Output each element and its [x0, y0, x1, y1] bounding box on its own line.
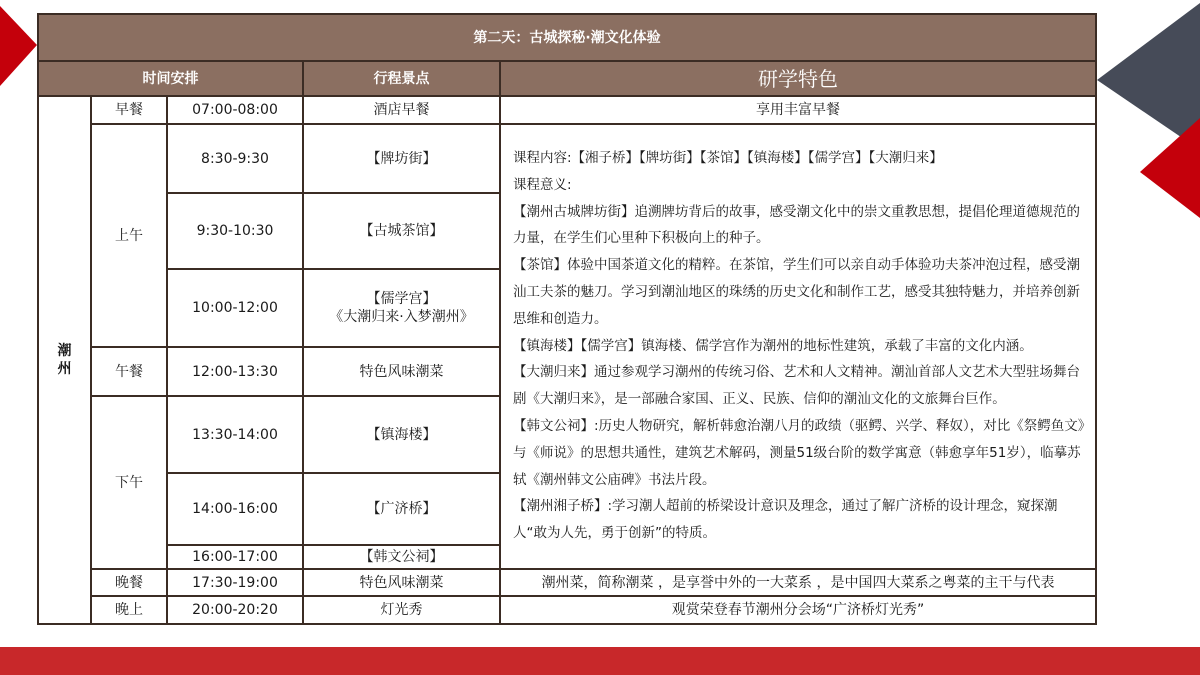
time-cell: 9:30-10:30	[167, 193, 303, 269]
course-line: 【镇海楼】【儒学宫】镇海楼、儒学宫作为潮州的地标性建筑，承载了丰富的文化内涵。	[513, 337, 1033, 354]
city-char: 州	[57, 361, 72, 377]
spot-cell: 特色风味潮菜	[303, 347, 500, 396]
right-gray-triangle	[1097, 3, 1200, 150]
city-cell	[38, 96, 91, 624]
table-row	[38, 96, 1096, 124]
course-line: 【茶馆】体验中国茶道文化的精粹。在茶馆，学生们可以亲自动手体验功夫茶冲泡过程，感受潮汕工夫茶的魅刀。学习到潮汕地区的珠绣的历史文化和制作工艺，感受其独特魅力，并培养创新思维和创造力。	[513, 257, 1080, 327]
spot-cell: 【镇海楼】	[303, 396, 500, 473]
time-cell: 17:30-19:00	[167, 569, 303, 596]
period-cell: 上午	[91, 124, 167, 347]
header-time: 时间安排	[38, 61, 303, 96]
time-cell: 16:00-17:00	[167, 545, 303, 569]
course-line: 【韩文公祠】:历史人物研究，解析韩愈治潮八月的政绩（驱鳄、兴学、释奴），对比《祭鳄鱼文》与《师说》的思想共通性，建筑艺术解码，测量51级台阶的数学寓意（韩愈享年51岁），临摹苏轼《潮州韩文公庙碑》书法片段。	[513, 417, 1085, 488]
course-line: 课程意义:	[513, 176, 572, 193]
spot-cell: 【广济桥】	[303, 473, 500, 545]
bottom-red-band	[0, 647, 1200, 675]
header-spot: 行程景点	[303, 61, 500, 96]
feature-cell: 观赏荣登春节潮州分会场“广济桥灯光秀”	[500, 596, 1096, 624]
period-cell: 晚餐	[91, 569, 167, 596]
spot-cell: 【古城茶馆】	[303, 193, 500, 269]
time-cell: 07:00-08:00	[167, 96, 303, 124]
table-title: 第二天：古城探秘·潮文化体验	[38, 14, 1096, 61]
city-char: 潮	[57, 343, 72, 359]
feature-cell: 潮州菜，简称潮菜 ，是享誉中外的一大菜系 ，是中国四大菜系之粤菜的主干与代表	[500, 569, 1096, 596]
period-cell: 早餐	[91, 96, 167, 124]
itinerary-table	[37, 13, 1097, 625]
spot-line: 【儒学宫】	[366, 291, 437, 307]
spot-cell: 【韩文公祠】	[303, 545, 500, 569]
time-cell: 13:30-14:00	[167, 396, 303, 473]
spot-cell: 【牌坊街】	[303, 124, 500, 193]
right-red-triangle	[1140, 118, 1200, 218]
course-line: 【潮州古城牌坊街】追溯牌坊背后的故事，感受潮文化中的崇文重教思想，提倡伦理道德规范的力量，在学生们心里种下积极向上的种子。	[513, 203, 1080, 247]
period-cell: 晚上	[91, 596, 167, 624]
spot-cell	[303, 269, 500, 347]
course-line: 【潮州湘子桥】:学习潮人超前的桥梁设计意识及理念，通过了解广济桥的设计理念，窥探潮人“敢为人先，勇于创新”的特质。	[513, 498, 1058, 542]
left-red-triangle	[0, 6, 37, 86]
spot-cell: 酒店早餐	[303, 96, 500, 124]
spot-line: 《大潮归来·入梦潮州》	[329, 309, 474, 325]
course-line: 课程内容:【湘子桥】【牌坊街】【茶馆】【镇海楼】【儒学宫】【大潮归来】	[513, 150, 943, 166]
course-line: 【大潮归来】通过参观学习潮州的传统习俗、艺术和人文精神。潮汕首部人文艺术大型驻场舞台剧《大潮归来》，是一部融合家国、正义、民族、信仰的潮汕文化的文旅舞台巨作。	[513, 364, 1080, 408]
header-feature: 研学特色	[500, 61, 1096, 96]
period-cell: 午餐	[91, 347, 167, 396]
period-cell: 下午	[91, 396, 167, 569]
time-cell: 8:30-9:30	[167, 124, 303, 193]
table-row	[38, 596, 1096, 624]
time-cell: 14:00-16:00	[167, 473, 303, 545]
table-row	[38, 569, 1096, 596]
table-row	[38, 124, 1096, 193]
course-description	[500, 124, 1096, 569]
time-cell: 10:00-12:00	[167, 269, 303, 347]
time-cell: 12:00-13:30	[167, 347, 303, 396]
spot-cell: 特色风味潮菜	[303, 569, 500, 596]
feature-cell: 享用丰富早餐	[500, 96, 1096, 124]
time-cell: 20:00-20:20	[167, 596, 303, 624]
spot-cell: 灯光秀	[303, 596, 500, 624]
